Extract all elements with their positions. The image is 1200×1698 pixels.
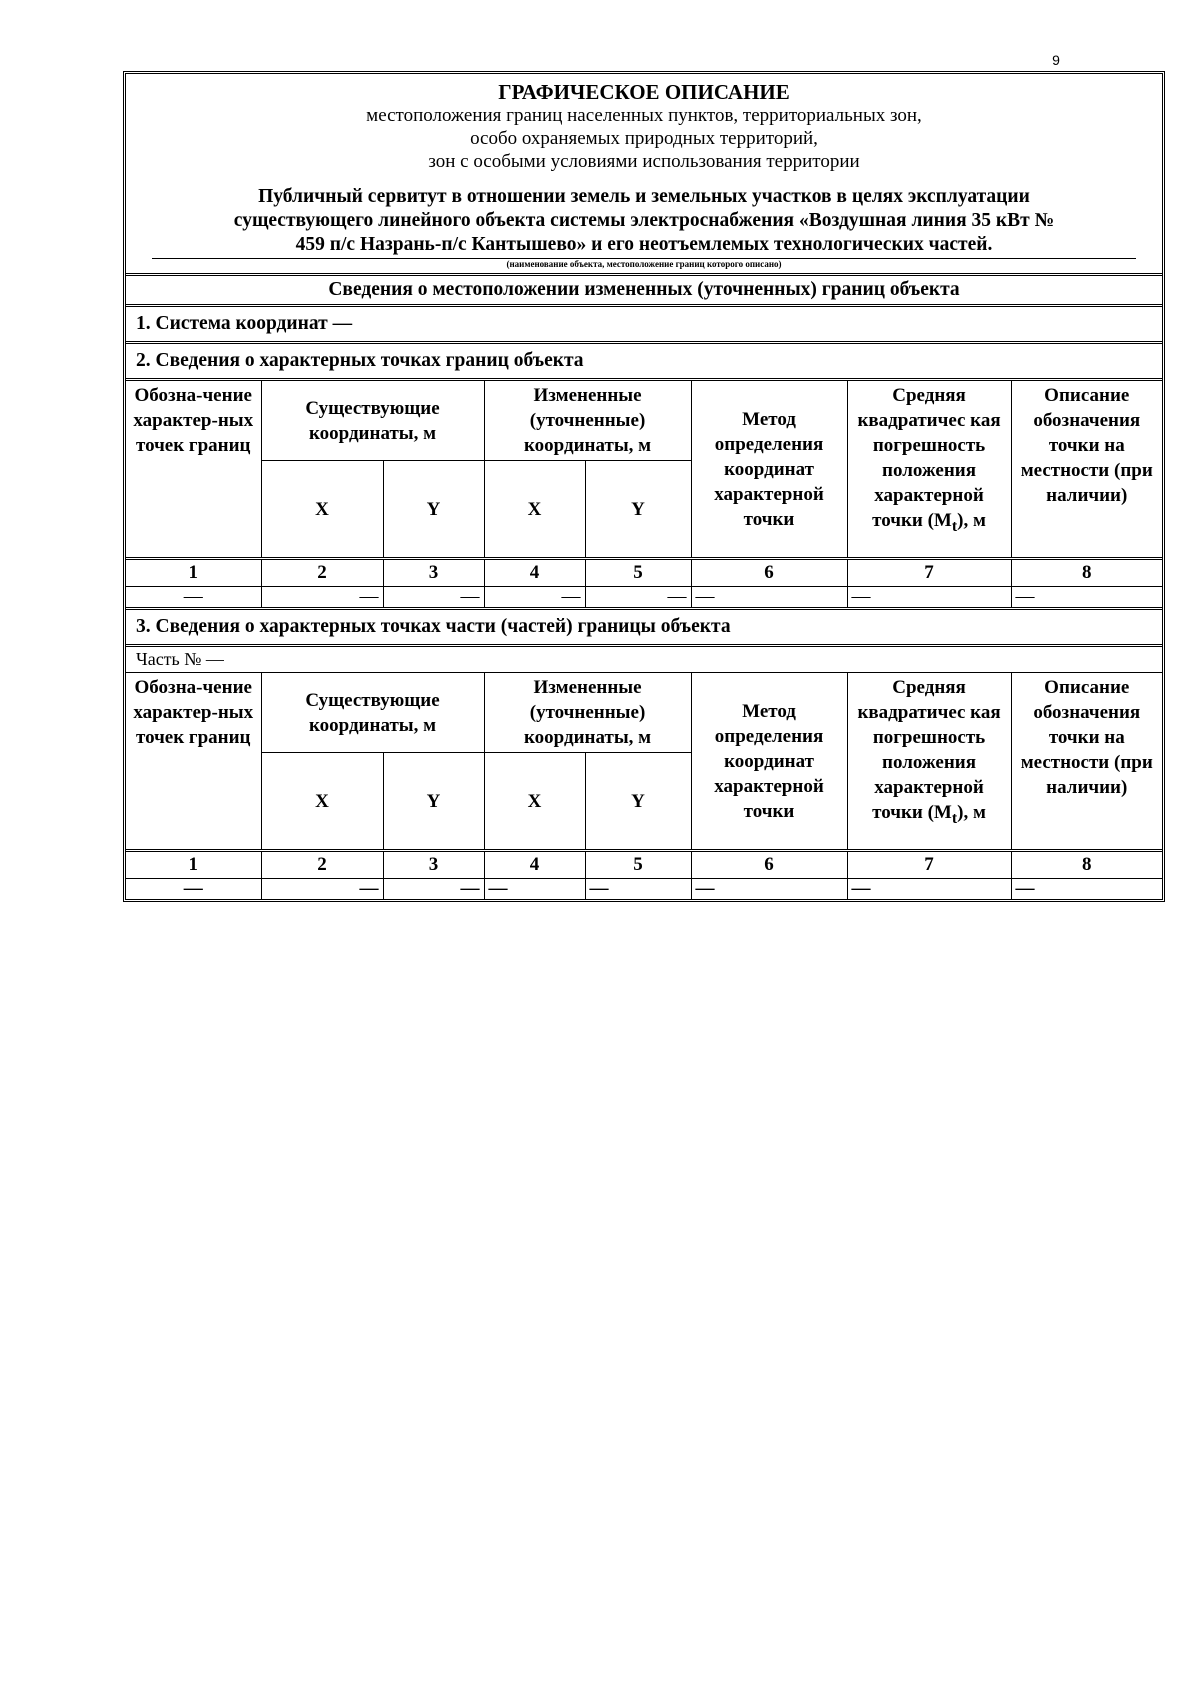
col-existing-y: Y — [383, 753, 484, 851]
section-3-title: 3. Сведения о характерных точках части (частей) границы объекта — [126, 610, 1162, 647]
column-number-row — [126, 851, 1162, 879]
col-error-suffix: ), м — [957, 802, 986, 823]
table-row — [126, 879, 1162, 900]
column-number: 2 — [261, 559, 383, 587]
section-2-title: 2. Сведения о характерных точках границ объекта — [126, 344, 1162, 381]
table-cell: — — [484, 879, 585, 900]
object-name-line-3: 459 п/с Назрань-п/с Кантышево» и его неотъемлемых технологических частей. — [295, 234, 993, 255]
column-number: 6 — [691, 851, 847, 879]
col-changed-x: X — [484, 461, 585, 559]
col-existing-x: X — [261, 461, 383, 559]
table-cell: — — [847, 879, 1011, 900]
column-number: 8 — [1011, 851, 1162, 879]
table-cell: — — [847, 587, 1011, 608]
table-cell: — — [126, 587, 261, 608]
col-existing-coords: Существующие координаты, м — [261, 673, 484, 753]
table-cell: — — [261, 587, 383, 608]
table-cell: — — [691, 879, 847, 900]
col-error-text: Средняя квадратичес кая погрешность положения характерной точки (M — [857, 385, 1001, 531]
column-number: 7 — [847, 851, 1011, 879]
subtitle-line-3: зон с особыми условиями использования территории — [428, 151, 860, 172]
table-cell: — — [484, 587, 585, 608]
col-changed-coords: Измененные (уточненные) координаты, м — [484, 381, 691, 461]
col-error — [847, 381, 1011, 559]
col-changed-x: X — [484, 753, 585, 851]
col-method: Метод определения координат характерной точки — [691, 673, 847, 851]
table-cell: — — [691, 587, 847, 608]
section-2-table — [126, 381, 1162, 607]
table-cell: — — [126, 879, 261, 900]
table-cell: — — [585, 879, 691, 900]
section-3-table — [126, 673, 1162, 899]
column-number: 1 — [126, 559, 261, 587]
col-changed-y: Y — [585, 753, 691, 851]
object-name-line-2: существующего линейного объекта системы электроснабжения «Воздушная линия 35 кВт № — [233, 210, 1055, 231]
column-number: 5 — [585, 851, 691, 879]
column-number: 5 — [585, 559, 691, 587]
col-existing-y: Y — [383, 461, 484, 559]
col-error-suffix: ), м — [957, 510, 986, 531]
column-number-row — [126, 559, 1162, 587]
column-number: 4 — [484, 559, 585, 587]
col-point-label: Обозна-чение характер-ных точек границ — [126, 673, 261, 851]
column-number: 4 — [484, 851, 585, 879]
col-description: Описание обозначения точки на местности (при наличии) — [1011, 673, 1162, 851]
column-number: 1 — [126, 851, 261, 879]
section-3-table-block — [126, 647, 1162, 899]
col-existing-x: X — [261, 753, 383, 851]
subtitle-line-2: особо охраняемых природных территорий, — [470, 128, 818, 149]
col-changed-coords: Измененные (уточненные) координаты, м — [484, 673, 691, 753]
document-header — [126, 74, 1162, 276]
col-point-label: Обозна-чение характер-ных точек границ — [126, 381, 261, 559]
subtitle-line-1: местоположения границ населенных пунктов, территориальных зон, — [366, 105, 922, 126]
page-number: 9 — [1052, 52, 1060, 68]
column-number: 6 — [691, 559, 847, 587]
table-cell: — — [1011, 587, 1162, 608]
col-error-text: Средняя квадратичес кая погрешность положения характерной точки (M — [857, 677, 1001, 823]
part-label: Часть № — — [126, 647, 1162, 673]
object-name-line-1: Публичный сервитут в отношении земель и земельных участков в целях эксплуатации — [258, 186, 1030, 207]
section-2-table-block — [126, 381, 1162, 610]
column-number: 3 — [383, 851, 484, 879]
document-frame — [123, 71, 1165, 902]
col-method: Метод определения координат характерной точки — [691, 381, 847, 559]
col-error — [847, 673, 1011, 851]
table-cell: — — [383, 587, 484, 608]
col-error-subscript: t — [951, 809, 958, 827]
col-changed-y: Y — [585, 461, 691, 559]
column-number: 7 — [847, 559, 1011, 587]
column-number: 8 — [1011, 559, 1162, 587]
table-cell: — — [261, 879, 383, 900]
col-description: Описание обозначения точки на местности (при наличии) — [1011, 381, 1162, 559]
table-cell: — — [585, 587, 691, 608]
coordinate-system: 1. Система координат — — [126, 307, 1162, 344]
column-number: 2 — [261, 851, 383, 879]
col-existing-coords: Существующие координаты, м — [261, 381, 484, 461]
table-row — [126, 587, 1162, 608]
document-title: ГРАФИЧЕСКОЕ ОПИСАНИЕ — [498, 80, 790, 104]
table-cell: — — [1011, 879, 1162, 900]
object-name — [152, 185, 1136, 259]
object-caption: (наименование объекта, местоположение границ которого описано) — [506, 259, 782, 269]
col-error-subscript: t — [951, 517, 958, 535]
column-number: 3 — [383, 559, 484, 587]
section-header: Сведения о местоположении измененных (уточненных) границ объекта — [126, 276, 1162, 307]
table-cell: — — [383, 879, 484, 900]
